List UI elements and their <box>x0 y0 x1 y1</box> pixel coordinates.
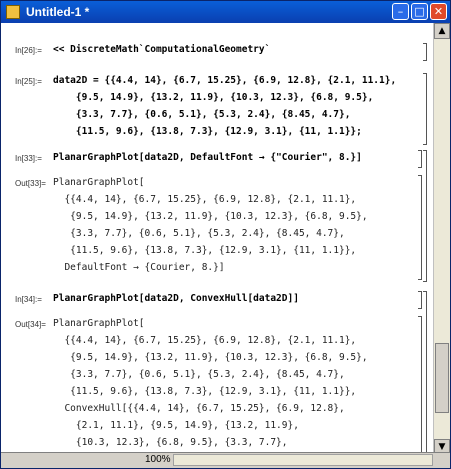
output-line: {3.3, 7.7}, {0.6, 5.1}, {5.3, 2.4}, {8.45, 4.7}, <box>53 228 345 239</box>
output-line: {9.5, 14.9}, {13.2, 11.9}, {10.3, 12.3}, {6.8, 9.5}, <box>53 211 368 222</box>
input-line[interactable]: PlanarGraphPlot[data2D, DefaultFont → {"Courier", 8.}] <box>53 152 362 163</box>
input-bracket[interactable] <box>418 150 422 168</box>
output-line: {9.5, 14.9}, {13.2, 11.9}, {10.3, 12.3}, {6.8, 9.5}, <box>53 352 368 363</box>
notebook-icon <box>6 5 20 19</box>
cell-group-bracket[interactable] <box>423 291 427 455</box>
scroll-down-icon[interactable]: ▼ <box>434 439 450 455</box>
output-bracket[interactable] <box>418 175 422 280</box>
in-label: In[25]:= <box>15 77 42 86</box>
input-line[interactable]: PlanarGraphPlot[data2D, ConvexHull[data2D]] <box>53 293 299 304</box>
notebook-content[interactable] <box>1 23 433 455</box>
close-button[interactable]: ✕ <box>430 3 447 20</box>
output-line: ConvexHull[{{4.4, 14}, {6.7, 15.25}, {6.9, 12.8}, <box>53 403 345 414</box>
in-label: In[34]:= <box>15 295 42 304</box>
output-bracket[interactable] <box>418 316 422 455</box>
cell-bracket[interactable] <box>423 73 427 145</box>
output-line: {3.3, 7.7}, {0.6, 5.1}, {5.3, 2.4}, {8.45, 4.7}, <box>53 369 345 380</box>
scroll-up-icon[interactable]: ▲ <box>434 23 450 39</box>
output-line: {11.5, 9.6}, {13.8, 7.3}, {12.9, 3.1}, {11, 1.1}}, <box>53 386 357 397</box>
output-line: {{4.4, 14}, {6.7, 15.25}, {6.9, 12.8}, {2.1, 11.1}, <box>53 194 357 205</box>
status-bar <box>1 452 450 468</box>
output-line: PlanarGraphPlot[ <box>53 177 145 188</box>
out-label: Out[34]= <box>15 320 46 329</box>
cell-data2d[interactable] <box>1 73 433 145</box>
scroll-thumb[interactable] <box>435 343 449 413</box>
horizontal-scrollbar[interactable] <box>173 454 433 466</box>
input-line[interactable]: {9.5, 14.9}, {13.2, 11.9}, {10.3, 12.3}, {6.8, 9.5}, <box>53 92 374 103</box>
output-line: {10.3, 12.3}, {6.8, 9.5}, {3.3, 7.7}, <box>53 437 288 448</box>
output-line: {11.5, 9.6}, {13.8, 7.3}, {12.9, 3.1}, {11, 1.1}}, <box>53 245 357 256</box>
in-label: In[33]:= <box>15 154 42 163</box>
input-line[interactable]: {11.5, 9.6}, {13.8, 7.3}, {12.9, 3.1}, {11, 1.1}}; <box>53 126 362 137</box>
output-line: PlanarGraphPlot[ <box>53 318 145 329</box>
output-line: {2.1, 11.1}, {9.5, 14.9}, {13.2, 11.9}, <box>53 420 299 431</box>
maximize-button[interactable]: □ <box>411 3 428 20</box>
vertical-scrollbar[interactable] <box>433 23 450 455</box>
title-bar[interactable] <box>1 1 450 23</box>
out-label: Out[33]= <box>15 179 46 188</box>
minimize-button[interactable]: – <box>392 3 409 20</box>
cell-plot-convex-hull[interactable] <box>1 291 433 455</box>
cell-plot-default-font[interactable] <box>1 150 433 300</box>
input-line[interactable]: {3.3, 7.7}, {0.6, 5.1}, {5.3, 2.4}, {8.45, 4.7}, <box>53 109 351 120</box>
in-label: In[26]:= <box>15 46 42 55</box>
input-line[interactable]: data2D = {{4.4, 14}, {6.7, 15.25}, {6.9, 12.8}, {2.1, 11.1}, <box>53 75 397 86</box>
cell-bracket[interactable] <box>423 43 427 61</box>
output-line: DefaultFont → {Courier, 8.}] <box>53 262 225 273</box>
input-line[interactable]: << DiscreteMath`ComputationalGeometry` <box>53 44 271 55</box>
output-line: {{4.4, 14}, {6.7, 15.25}, {6.9, 12.8}, {2.1, 11.1}, <box>53 335 357 346</box>
cell-get-package[interactable] <box>1 41 433 61</box>
input-bracket[interactable] <box>418 291 422 309</box>
window-title: Untitled-1 * <box>26 5 90 19</box>
zoom-level[interactable]: 100% <box>145 454 171 465</box>
cell-group-bracket[interactable] <box>423 150 427 282</box>
